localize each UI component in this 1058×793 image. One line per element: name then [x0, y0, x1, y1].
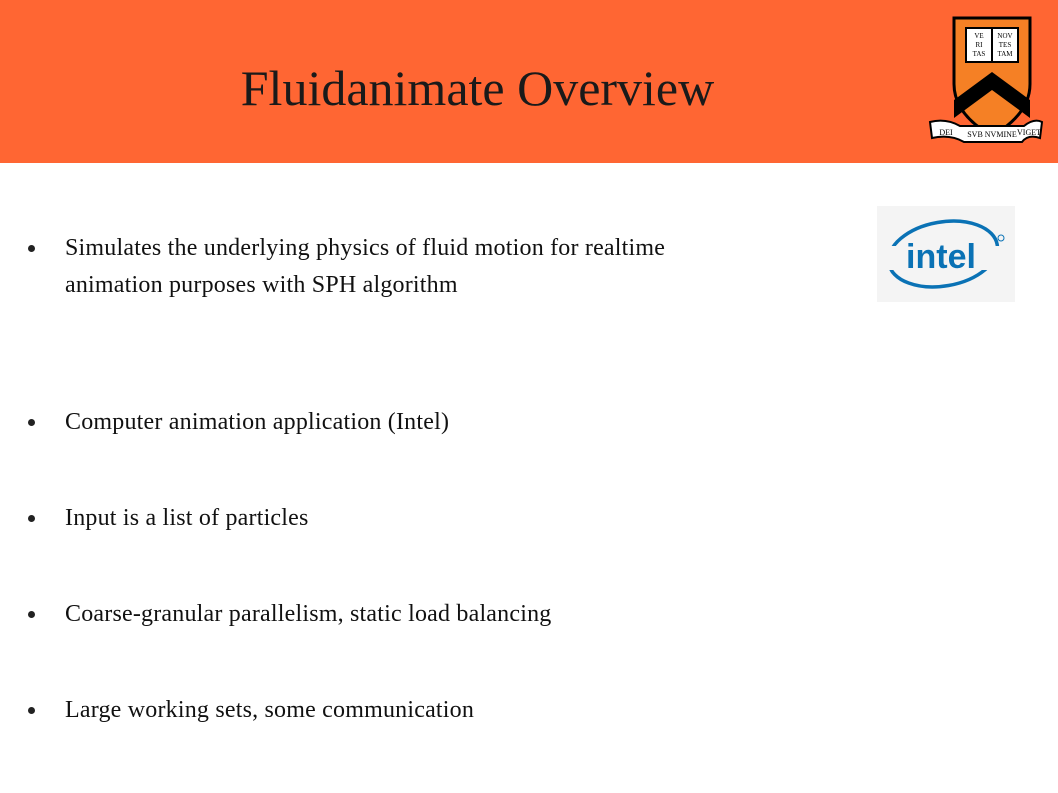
bullet-icon: [28, 245, 35, 252]
list-item: [28, 500, 715, 537]
list-item: [28, 230, 715, 304]
motto-right: VIGET: [1017, 128, 1041, 137]
motto-center: SVB NVMINE: [967, 130, 1017, 139]
bullet-icon: [28, 707, 35, 714]
bullet-icon: [28, 611, 35, 618]
intel-wordmark: intel: [906, 238, 976, 276]
book-text-4: NOV: [997, 32, 1013, 40]
bullet-icon: [28, 419, 35, 426]
bullet-text: Computer animation application (Intel): [65, 409, 450, 435]
list-item: [28, 692, 715, 729]
list-item: [28, 404, 715, 441]
book-text-6: TAM: [997, 50, 1013, 58]
bullet-text: Large working sets, some communication: [65, 697, 475, 723]
bullet-icon: [28, 515, 35, 522]
book-text-2: RI: [975, 41, 983, 49]
intel-logo-icon: [877, 206, 1015, 302]
book-text-1: VE: [974, 32, 984, 40]
motto-left: DEI: [939, 128, 953, 137]
bullet-text: Input is a list of particles: [65, 505, 309, 531]
princeton-shield-icon: [926, 14, 1046, 150]
title-banner: [0, 0, 1058, 163]
slide-title: Fluidanimate Overview: [240, 60, 715, 116]
bullet-text: Coarse-granular parallelism, static load balancing: [65, 601, 552, 627]
bullet-text: Simulates the underlying physics of fluid motion for realtime animation purposes with SPH algorithm: [65, 235, 666, 298]
book-text-3: TAS: [972, 50, 986, 58]
book-text-5: TES: [998, 41, 1012, 49]
list-item: [28, 596, 715, 633]
